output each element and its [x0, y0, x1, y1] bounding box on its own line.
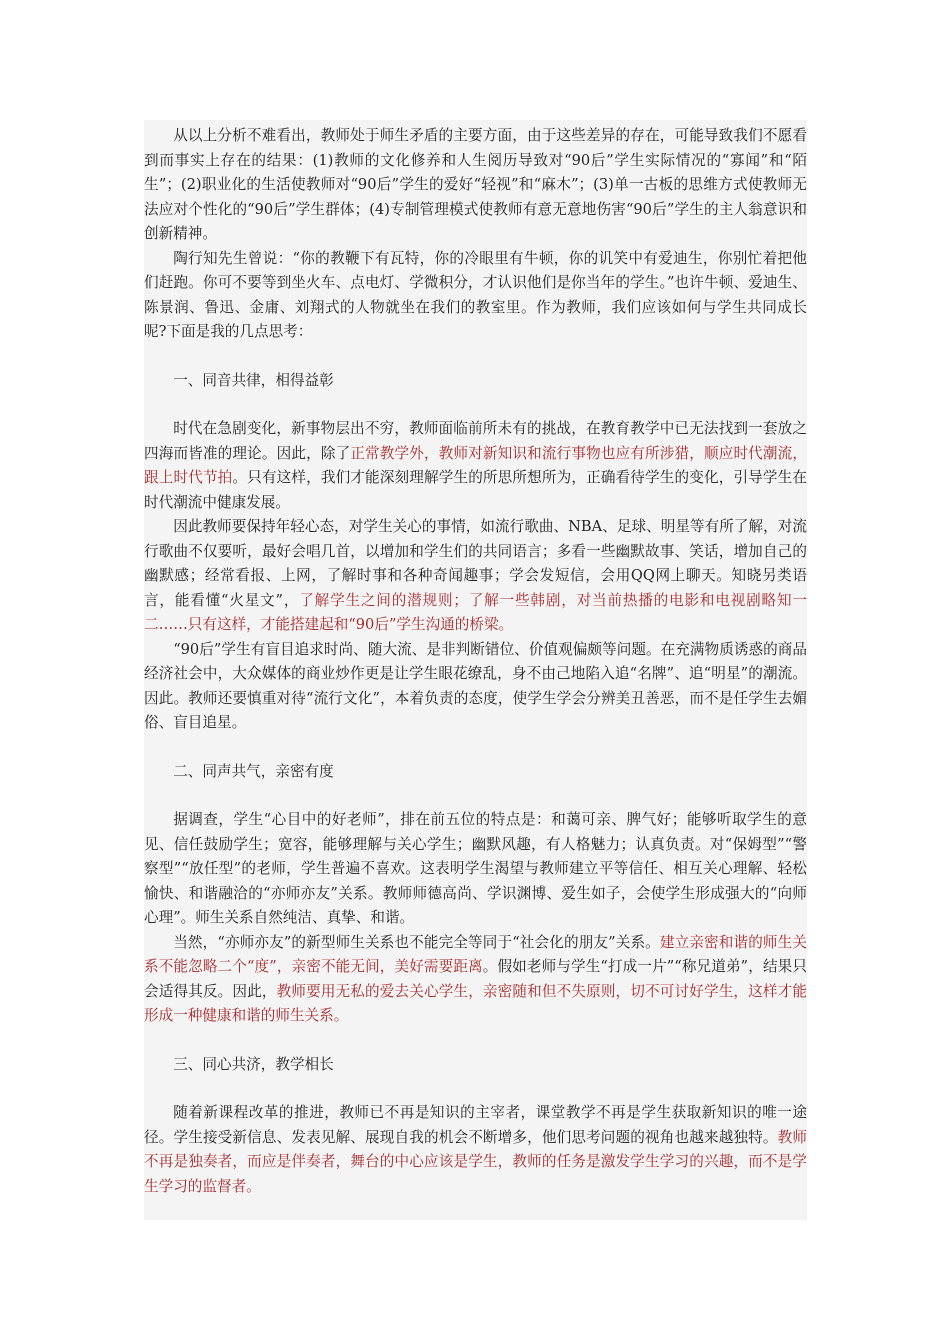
paragraph-3-text: 时代在急剧变化，新事物层出不穷，教师面临前所未有的挑战，在教育教学中已无法找到一套放之四海而皆准的理论。因此，除了 — [144, 420, 807, 462]
highlight-text: 教师不再是独奏者，而应是伴奏者，舞台的中心应该是学生，教师的任务是激发学生学习的兴趣，而不是学生学习的监督者。 — [144, 1128, 807, 1195]
highlight-text: 教师要用无私的爱去关心学生，亲密随和但不失原则，切不可讨好学生，这样才能形成一种健康和谐的师生关系。 — [144, 982, 807, 1024]
paragraph-8-text: 随着新课程改革的推进，教师已不再是知识的主宰者，课堂教学不再是学生获取新知识的唯一途径。学生接受新信息、发表见解、展现自我的机会不断增多，他们思考问题的视角也越来越独特。 — [144, 1104, 807, 1146]
paragraph-7-text-mid: 。假如老师与学生“打成一片”“称兄道弟”，结果只会适得其反。因此， — [144, 958, 807, 1000]
paragraph-8 — [144, 1101, 807, 1199]
paragraph-4 — [144, 515, 807, 638]
paragraph-6: 据调查，学生“心目中的好老师”，排在前五位的特点是：和蔼可亲、脾气好；能够听取学生的意见、信任鼓励学生；宽容，能够理解与关心学生；幽默风趣，有人格魅力；认真负责。对“保姆型”“警察型”“放任型”的老师，学生普遍不喜欢。这表明学生渴望与教师建立平等信任、相互关心理解、轻松愉快、和谐融洽的“亦师亦友”关系。教师师德高尚、学识渊博、爱生如子，会使学生形成强大的“向师心理”。师生关系自然纯洁、真挚、和谐。 — [144, 811, 807, 926]
highlight-text: 正常教学外，教师对新知识和流行事物也应有所涉猎，顺应时代潮流，跟上时代节拍 — [144, 444, 807, 486]
paragraph-5: “90后”学生有盲目追求时尚、随大流、是非判断错位、价值观偏颇等问题。在充满物质诱惑的商品经济社会中，大众媒体的商业炒作更是让学生眼花缭乱，身不由己地陷入追“名牌”、追“明星”的潮流。因此。教师还要慎重对待“流行文化”，本着负责的态度，使学生学会分辨美丑善恶，而不是任学生去媚俗、盲目追星。 — [144, 640, 807, 731]
section-heading-2: 二、同声共气，亲密有度 — [173, 762, 334, 780]
paragraph-2: 陶行知先生曾说：“你的教鞭下有瓦特，你的冷眼里有牛顿，你的讥笑中有爱迪生，你别忙着把他们赶跑。你可不要等到坐火车、点电灯、学微积分，才认识他们是你当年的学生。”也许牛顿、爱迪生、陈景润、鲁迅、金庸、刘翔式的人物就坐在我们的教室里。作为教师，我们应该如何与学生共同成长呢?下面是我的几点思考： — [144, 249, 807, 340]
paragraph-4-text: 因此教师要保持年轻心态，对学生关心的事情，如流行歌曲、NBA、足球、明星等有所了解，对流行歌曲不仅要听，最好会唱几首，以增加和学生们的共同语言；多看一些幽默故事、笑话，增加自己的幽默感；经常看报、上网，了解时事和各种奇闻趣事；学会发短信，会用QQ网上聊天。知晓另类语言，能看懂“火星文”， — [144, 518, 807, 609]
highlight-text: 建立亲密和谐的师生关系不能忽略二个“度”，亲密不能无间，美好需要距离 — [144, 933, 807, 975]
paragraph-7 — [144, 931, 807, 1029]
paragraph-7-text: 当然，“亦师亦友”的新型师生关系也不能完全等同于“社会化的朋友”关系。 — [173, 933, 660, 951]
paragraph-1: 从以上分析不难看出，教师处于师生矛盾的主要方面，由于这些差异的存在，可能导致我们不愿看到而事实上存在的结果：(1)教师的文化修养和人生阅历导致对“90后”学生实际情况的“寡闻”和“陌生”；(2)职业化的生活使教师对“90后”学生的爱好“轻视”和“麻木”；(3)单一古板的思维方式使教师无法应对个性化的“90后”学生群体；(4)专制管理模式使教师有意无意地伤害“90后”学生的主人翁意识和创新精神。 — [144, 127, 807, 242]
section-heading-3: 三、同心共济，教学相长 — [173, 1055, 334, 1073]
section-heading-1: 一、同音共律，相得益彰 — [173, 371, 334, 389]
paragraph-3-text-end: 。只有这样，我们才能深刻理解学生的所思所想所为，正确看待学生的变化，引导学生在时代潮流中健康发展。 — [144, 469, 807, 511]
highlight-text: 了解学生之间的潜规则；了解一些韩剧，对当前热播的电影和电视剧略知一二……只有这样，才能搭建起和“90后”学生沟通的桥梁。 — [144, 591, 807, 633]
document-body — [144, 124, 807, 1199]
paragraph-3 — [144, 417, 807, 515]
